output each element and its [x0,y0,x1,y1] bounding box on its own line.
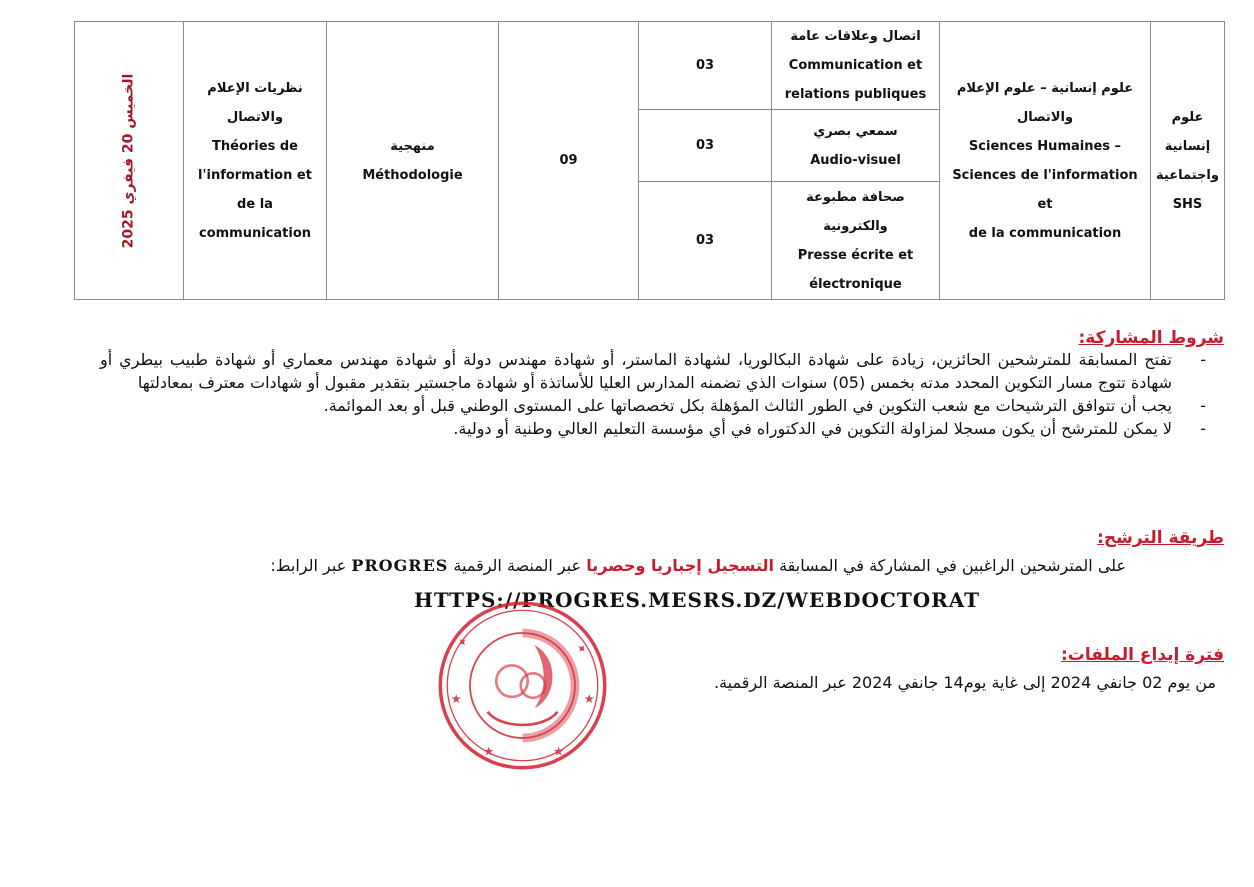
svg-text:✦: ✦ [573,640,590,658]
branch-ar-1: علوم إنسانية – علوم الإعلام [956,80,1134,96]
application-section [100,528,1224,577]
specialty-3-ar-2: والكترونية [823,218,888,234]
places-total: 09 [499,22,639,300]
period-text: من يوم 02 جانفي 2024 إلى غاية يوم14 جانفي 2024 عبر المنصة الرقمية. [713,673,1216,692]
conditions-heading: شروط المشاركة: [1078,328,1224,348]
svg-text:★: ★ [583,692,595,706]
specialty-cell-2 [772,110,940,182]
conditions-section [100,328,1224,440]
condition-text-2: يجب أن تتوافق الترشيحات مع شعب التكوين في الطور الثالث المؤهلة بكل تخصصاتها على المستوى الوطني قبل أو بعد الموائمة. [323,396,1172,415]
condition-item [100,348,1224,394]
exam-date: الخميس 20 فيفري 2025 [120,73,137,248]
specialty-2-fr-1: Audio-visuel [810,152,901,168]
method-subject-cell [327,22,499,300]
application-highlight: التسجيل إجباريا وحصريا [586,556,774,575]
registration-link[interactable]: HTTPS://PROGRES.MESRS.DZ/WEBDOCTORAT [414,588,981,612]
theory-fr-1: Théories de [212,138,298,154]
application-heading: طريقة الترشح: [1097,528,1224,548]
period-section [100,645,1224,694]
application-text-before: على المترشحين الراغبين في المشاركة في المسابقة [779,556,1126,575]
condition-item [100,394,1224,417]
theory-ar-1: نظريات الإعلام [207,80,303,96]
application-text-link: عبر الرابط: [270,556,347,575]
branch-fr-3: de la communication [968,225,1122,241]
condition-bullet: - [1200,419,1206,438]
condition-text-1: تفتح المسابقة للمترشحين الحائزين، زيادة على شهادة البكالوريا، لشهادة الماستر، أو شهادة مهندس دولة أو شهادة مهندس معماري أو شهادة طبيب بيطري أو شهادة تتوج مسار التكوين المحدد مدته بخمس (05) سنوات الذي تضمنه المدارس العليا للأساتذة أو شهادة ماجستير بتقدير مقبول أو شهادات معترف بمعادلتها [100,350,1172,392]
conditions-list [100,348,1224,440]
domain-ar-2: إنسانية [1164,138,1211,154]
theory-fr-2: l'information et [198,167,312,183]
period-heading: فترة إيداع الملفات: [1060,645,1224,665]
places-row-1: 03 [639,22,772,110]
specialty-cell-3 [772,182,940,300]
theory-subject-cell [184,22,327,300]
specialty-1-ar: اتصال وعلاقات عامة [790,29,921,44]
svg-text:★: ★ [483,744,495,759]
specialty-3-fr-1: Presse écrite et [797,247,914,263]
program-table [74,21,1225,300]
condition-bullet: - [1200,350,1206,369]
specialty-cell-1 [772,22,940,110]
svg-text:★: ★ [553,744,565,759]
condition-item [100,417,1224,440]
application-text-after: عبر المنصة الرقمية [453,556,582,575]
domain-code: SHS [1172,196,1203,212]
condition-bullet: - [1200,396,1206,415]
specialty-3-ar-1: صحافة مطبوعة [806,189,905,205]
branch-ar-2: والاتصال [1016,109,1074,125]
method-fr: Méthodologie [362,167,463,183]
application-text [100,554,1224,577]
domain-cell [1151,22,1225,300]
theory-fr-3: de la [237,196,273,212]
branch-fr-2: Sciences de l'information et [952,167,1138,212]
domain-ar-1: علوم [1171,109,1204,125]
method-ar: منهجية [390,138,435,154]
specialty-2-ar: سمعي بصري [813,123,898,139]
specialty-3-fr-2: électronique [809,276,902,292]
svg-text:★: ★ [450,692,462,706]
specialty-1-fr-1: Communication et [788,58,923,73]
places-row-2: 03 [639,110,772,182]
svg-text:✦: ✦ [454,633,472,652]
domain-ar-3: واجتماعية [1156,167,1219,183]
branch-fr-1: Sciences Humaines – [968,138,1122,154]
branch-cell [940,22,1151,300]
specialty-1-fr-2: relations publiques [784,87,927,102]
theory-ar-2: والاتصال [226,109,284,125]
platform-name: PROGRES [351,556,449,575]
places-row-3: 03 [639,182,772,300]
exam-date-cell [75,22,184,300]
condition-text-3: لا يمكن للمترشح أن يكون مسجلا لمزاولة التكوين في الدكتوراه في أي مؤسسة التعليم العالي وطنية أو دولية. [453,419,1172,438]
theory-fr-4: communication [198,225,312,241]
